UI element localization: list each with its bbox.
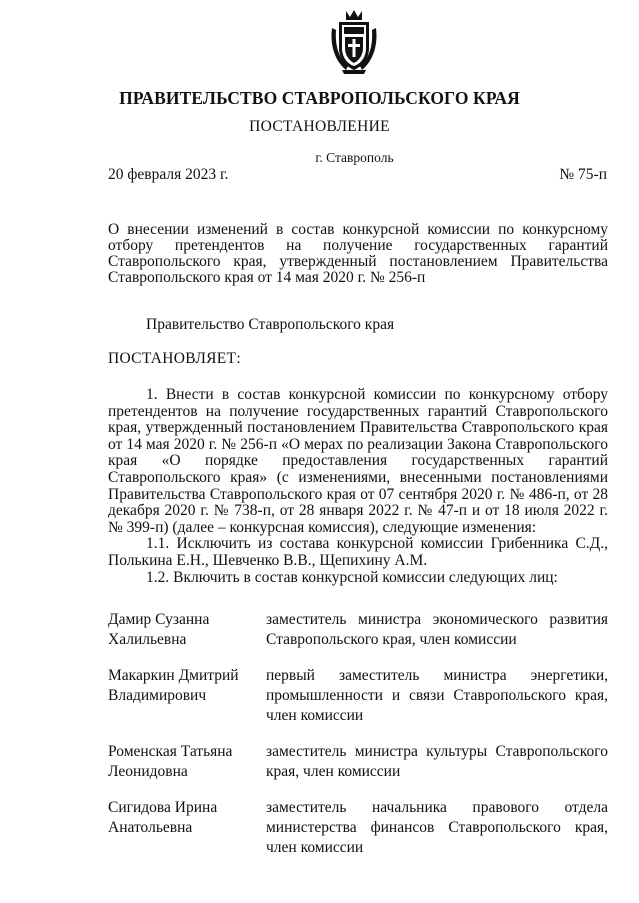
organization-title: ПРАВИТЕЛЬСТВО СТАВРОПОЛЬСКОГО КРАЯ <box>119 88 520 108</box>
document-subject: О внесении изменений в состав конкурсной комиссии по конкурсному отбору претендентов на получение государственных гарантий Ставропольского края, утвержденный постановлением Правительства Ставропольского края от 14 мая 2020 г. № 256-п <box>108 221 608 286</box>
stavropol-coat-of-arms-icon <box>328 8 380 76</box>
member-row <box>108 742 608 782</box>
decree-body <box>108 387 608 586</box>
member-name: Дамир Сузанна Халильевна <box>108 611 210 648</box>
decree-word: ПОСТАНОВЛЯЕТ: <box>108 350 241 367</box>
city: г. Ставрополь <box>315 150 394 165</box>
member-list <box>108 610 608 874</box>
document-number: № 75-п <box>559 166 607 183</box>
member-position: заместитель начальника правового отдела министерства финансов Ставропольского края, член комиссии <box>266 799 608 856</box>
document-date: 20 февраля 2023 г. <box>108 166 229 183</box>
member-position: заместитель министра экономического развития Ставропольского края, член комиссии <box>266 611 608 648</box>
member-row <box>108 666 608 726</box>
document-type: ПОСТАНОВЛЕНИЕ <box>249 118 390 135</box>
member-position: заместитель министра культуры Ставропольского края, член комиссии <box>266 743 608 780</box>
paragraph-1: 1. Внести в состав конкурсной комиссии по конкурсному отбору претендентов на получение государственных гарантий Ставропольского края, утвержденный постановлением Правительства Ставропольского края от 14 мая 2020 г. № 256-п «О мерах по реализации Закона Ставропольского края «О порядке предоставления государственных гарантий Ставропольского края» (с изменениями, внесенными постановлениями Правительства Ставропольского края от 07 сентября 2020 г. № 486-п, от 28 декабря 2020 г. № 738-п, от 28 января 2022 г. № 47-п и от 18 июля 2022 г. № 399-п) (далее – конкурсная комиссия), следующие изменения: <box>108 386 608 536</box>
member-position: первый заместитель министра энергетики, промышленности и связи Ставропольского края, член комиссии <box>266 667 608 724</box>
member-row <box>108 798 608 858</box>
preamble-government: Правительство Ставропольского края <box>146 316 395 333</box>
member-name: Роменская Татьяна Леонидовна <box>108 743 233 780</box>
member-name: Сигидова Ирина Анатольевна <box>108 799 218 836</box>
paragraph-1-2: 1.2. Включить в состав конкурсной комиссии следующих лиц: <box>146 568 558 586</box>
member-name: Макаркин Дмитрий Владимирович <box>108 667 239 704</box>
paragraph-1-1: 1.1. Исключить из состава конкурсной комиссии Грибенника С.Д., Полькина Е.Н., Шевченко В.В., Щепихину А.М. <box>108 535 608 569</box>
member-row <box>108 610 608 650</box>
